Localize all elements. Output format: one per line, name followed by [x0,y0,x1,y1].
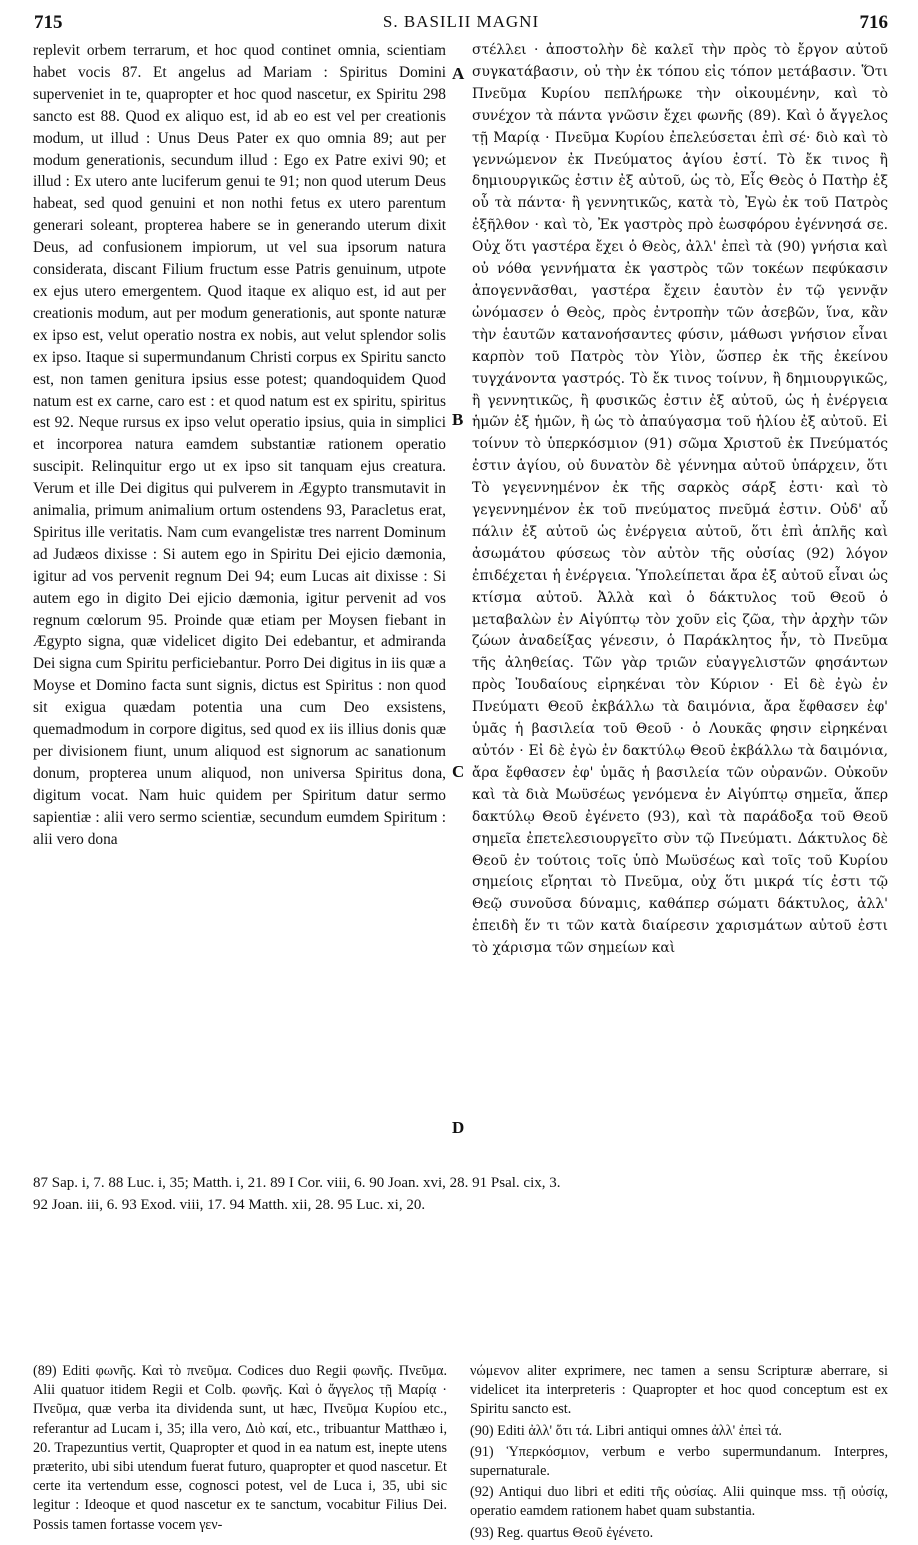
right-page-number: 716 [859,12,888,33]
greek-column [472,40,888,960]
latin-text: replevit orbem terrarum, et hoc quod continet omnia, scientiam habet vocis 87. Et angelus ad Mariam : Spiritus Domini superveniet in te, quapropter et hoc quod nascetur, ex Spiritu 298 sancto est 88. Quod ex aliquo est, id ab eo est vel per creationis modum, ut illud : Unus Deus Pater ex quo omnia 89; aut per modum generationis, secundum illud : Ego ex Patre exivi 90; et illud : Ex utero ante luciferum genui te 91; non quod uterum Deus habeat, sed quod genuini et non nothi fetus ex utero parentum generari soleant, propterea habere se in generando uterum dixit Deus, ad confusionem impiorum, ut vel sua ipsorum natura considerata, discant Filium fructum esse Patris genuinum, utpote ex ejus utero emergentem. Quod itaque ex aliquo est, id aut per creationis modum, aut per modum generationis, aut sponte naturæ ex ipso est, velut operatio nostra ex nobis, aut velut splendor solis ex ipso. Itaque si supermundanum Christi corpus ex Spiritu sancto est, non tamen genitura ipsius esse potest; quandoquidem Quod natum est ex carne, caro est : et quod natum est ex spiritu, spiritus est 92. Neque rursus ex ipso velut operatio ipsius, quia in simplici et incorporea natura eamdem substantiæ rationem operatio suscipit. Relinquitur ergo ut ex ipso sit tanquam ejus creatura. Verum et ille Dei digitus qui pulverem in Ægypto transmutavit in animalia, primum animalium ortum ostendens 93, Paracletus erat, Spiritus ille veritatis. Nam cum evangelistæ tres narrent Dominum ad Judæos dixisse : Si autem ego in Spiritu Dei ejicio dæmonia, igitur ad vos pervenit regnum Dei 94; eum Lucas ait dixisse : Si autem ego in digito Dei ejicio dæmonia, igitur pervenit ad vos regnum cœlorum 95. Proinde quæ etiam per Moysen fiebant in Ægypto signa, quæ videlicet digito Dei edebantur, et admiranda Dei signa cum Spiritu perficiebantur. Porro Dei digitus in iis quæ a Moyse et Domino facta sunt signis, dictus est Spiritus : non quod sit exigua quædam potentia una cum Deo exsistens, quemadmodum in corpore digitus, sed quod ex iis illius donis quæ per divisionem fiunt, unum aliquod est signorum ac sanationum donum, propterea unum aliquod, non universa Spiritus dona, digitum vocat. Nam huic quidem per Spiritum datur sermo sapientiæ : alii vero sermo scientiæ, secundum eumdem Spiritum : alii vero dona [33,42,446,848]
left-page-number: 715 [34,12,63,33]
scripture-note-line-2: 92 Joan. iii, 6. 93 Exod. viii, 17. 94 Matth. xii, 28. 95 Luc. xi, 20. [33,1197,426,1213]
running-title: S. BASILII MAGNI [382,12,540,31]
margin-mark-a: A [452,64,465,83]
margin-mark-d: D [452,1118,465,1137]
margin-mark-b: B [452,410,464,429]
critical-notes-right [470,1362,888,1545]
critical-note: (92) Antiqui duo libri et editi τῆς οὐσίας. Alii quinque mss. τῇ οὐσίᾳ, operatio eamdem rationem habet quam substantia. [470,1484,888,1520]
scripture-note-line-1: 87 Sap. i, 7. 88 Luc. i, 35; Matth. i, 21. 89 I Cor. viii, 6. 90 Joan. xvi, 28. 91 Psal. cix, 3. [33,1175,561,1191]
critical-note: (89) Editi φωνῆς. Καὶ τὸ πνεῦμα. Codices duo Regii φωνῆς. Πνεῦμα. Alii quatuor itidem Regii et Colb. φωνῆς. Καὶ ὁ ἄγγελος τῇ Μαρίᾳ · Πνεῦμα, quæ verba ita dividenda sunt, ut hæc, Πνεῦμα Κυρίου etc., referantur ad Lucam i, 35; illa vero, Διὸ καί, etc., tribuantur Matthæo i, 20. Trapezuntius vertit, Quapropter et quod in ea natum est, inepte utens præterito, ubi sibi utendum fuerat futuro, quapropter et quod nascetur. Et certe ita vertendum esse, cognosci potest, vel de Luca i, 35, ubi sic legitur : Ideoque et quod nascetur ex te sanctum, vocabitur Filius Dei. Possis tamen fortasse vocem γεν- [33,1363,447,1533]
critical-note: νώμενον aliter exprimere, nec tamen a sensu Scripturæ aberrare, si videlicet ita interpreteris : Quapropter et hoc quod conceptum est ex Spiritu sancto est. [470,1363,888,1418]
page-header [34,6,888,36]
margin-mark-c: C [452,762,465,781]
critical-notes-left [33,1362,447,1537]
critical-note: (93) Reg. quartus Θεοῦ ἐγένετο. [470,1524,654,1541]
latin-column [33,40,446,851]
greek-text: στέλλει · ἀποστολὴν δὲ καλεῖ τὴν πρὸς τὸ ἔργον αὐτοῦ συγκατάβασιν, οὐ τὴν ἐκ τόπου εἰς τόπον μετάβασιν. Ὅτι Πνεῦμα Κυρίου πεπλήρωκε τὴν οἰκουμένην, καὶ τὸ συνέχον τὰ πάντα γνῶσιν ἔχει φωνῆς (89). Καὶ ὁ ἄγγελος τῇ Μαρίᾳ · Πνεῦμα Κυρίου ἐπελεύσεται ἐπὶ σέ· διὸ καὶ τὸ γεννώμενον ἐκ Πνεύματος ἁγίου ἐστί. Τὸ ἔκ τινος ἢ δημιουργικῶς ἐστιν ἐξ αὐτοῦ, ὡς τὸ, Εἷς Θεὸς ὁ Πατὴρ ἐξ οὗ τὰ πάντα· ἢ γεννητικῶς, κατὰ τὸ, Ἐγὼ ἐκ τοῦ Πατρὸς ἐξῆλθον · καὶ τὸ, Ἐκ γαστρὸς πρὸ ἑωσφόρου ἐγέννησά σε. Οὐχ ὅτι γαστέρα ἔχει ὁ Θεὸς, ἀλλ' ἐπεὶ τὰ (90) γνήσια καὶ οὐ νόθα γεννήματα ἐκ γαστρὸς τῶν τοκέων πεφύκασιν ἀπογεννᾶσθαι, γαστέρα ἔχειν ἑαυτὸν ἐν τῷ γεννᾷν ὠνόμασεν ὁ Θεὸς, πρὸς ἐντροπὴν τῶν ἀσεβῶν, ἵνα, κἂν τὴν ἑαυτῶν κατανοήσαντες φύσιν, μάθωσι γνήσιον εἶναι καρπὸν τοῦ Πατρὸς τὸν Υἱὸν, ὥσπερ ἐκ τῆς ἐκείνου τυγχάνοντα γαστρός. Τὸ ἔκ τινος τοίνυν, ἢ δημιουργικῶς, ἢ γεννητικῶς, ἢ φυσικῶς ἐστιν ἐξ αὐτοῦ, ὡς ἡ ἐνέργεια ἡμῶν ἐξ ἡμῶν, ἢ ὡς τὸ ἀπαύγασμα τοῦ ἡλίου ἐξ αὐτοῦ. Εἰ τοίνυν τὸ ὑπερκόσμιον (91) σῶμα Χριστοῦ ἐκ Πνεύματός ἐστιν ἁγίου, οὐ δυνατὸν δὲ γέννημα αὐτοῦ ὑπάρχειν, ὅτι Τὸ γεγεννημένον ἐκ τῆς σαρκὸς σάρξ ἐστι· καὶ τὸ γεγεννημένον ἐκ τοῦ πνεύματος πνεῦμά ἐστιν. Οὐδ' αὖ πάλιν ἐξ αὐτοῦ ὡς ἐνέργεια αὐτοῦ, ὅτι ἐπὶ ἁπλῆς καὶ ἀσωμάτου φύσεως τὸν αὐτὸν τῆς οὐσίας (92) λόγον ἐπιδέχεται ἡ ἐνέργεια. Ὑπολείπεται ἄρα ἐξ αὐτοῦ εἶναι ὡς κτίσμα αὐτοῦ. Ἀλλὰ καὶ ὁ δάκτυλος τοῦ Θεοῦ ὁ μεταβαλὼν ἐν Αἰγύπτῳ τὸν χοῦν εἰς ζῶα, τὴν ἀρχὴν τῶν ζώων ἀναδείξας γένεσιν, ὁ Παράκλητος ἦν, τὸ Πνεῦμα τῆς ἀληθείας. Τῶν γὰρ τριῶν εὐαγγελιστῶν φησάντων πρὸς Ἰουδαίους εἰρηκέναι τὸν Κύριον · Εἰ δὲ ἐγὼ ἐν Πνεύματι Θεοῦ ἐκβάλλω τὰ δαιμόνια, ἄρα ἔφθασεν ἐφ' ὑμᾶς ἡ βασιλεία τοῦ Θεοῦ · ὁ Λουκᾶς φησιν εἰρηκέναι αὐτόν · Εἰ δὲ ἐγὼ ἐν δακτύλῳ Θεοῦ ἐκβάλλω τὰ δαιμόνια, ἄρα ἔφθασεν ἐφ' ὑμᾶς ἡ βασιλεία τῶν οὐρανῶν. Οὐκοῦν καὶ τὰ διὰ Μωϋσέως γενόμενα ἐν Αἰγύπτῳ σημεῖα, ἅπερ δακτύλῳ Θεοῦ ἐγένετο (93), καὶ τὰ παράδοξα τοῦ Θεοῦ σημεῖα ἐπετελεσιουργεῖτο σὺν τῷ Πνεύματι. Δάκτυλος δὲ Θεοῦ ἐν τούτοις τοῖς ὑπὸ Μωϋσέως καὶ τοῖς τοῦ Κυρίου σημείοις εἴρηται τὸ Πνεῦμα, οὐχ ὅτι μικρά τίς ἐστι τῷ Θεῷ συνοῦσα δύναμις, καθάπερ σώματι δάκτυλος, ἀλλ' ἐπειδὴ ἕν τι τῶν κατὰ διαίρεσιν χαρισμάτων αὐτοῦ ἐστι τὸ χάρισμα τῶν σημείων καὶ [472,42,888,957]
critical-note: (91) Ὑπερκόσμιον, verbum e verbo supermundanum. Interpres, supernaturale. [470,1443,888,1480]
critical-note: (90) Editi ἀλλ' ὅτι τά. Libri antiqui omnes ἀλλ' ἐπεὶ τά. [470,1422,782,1439]
